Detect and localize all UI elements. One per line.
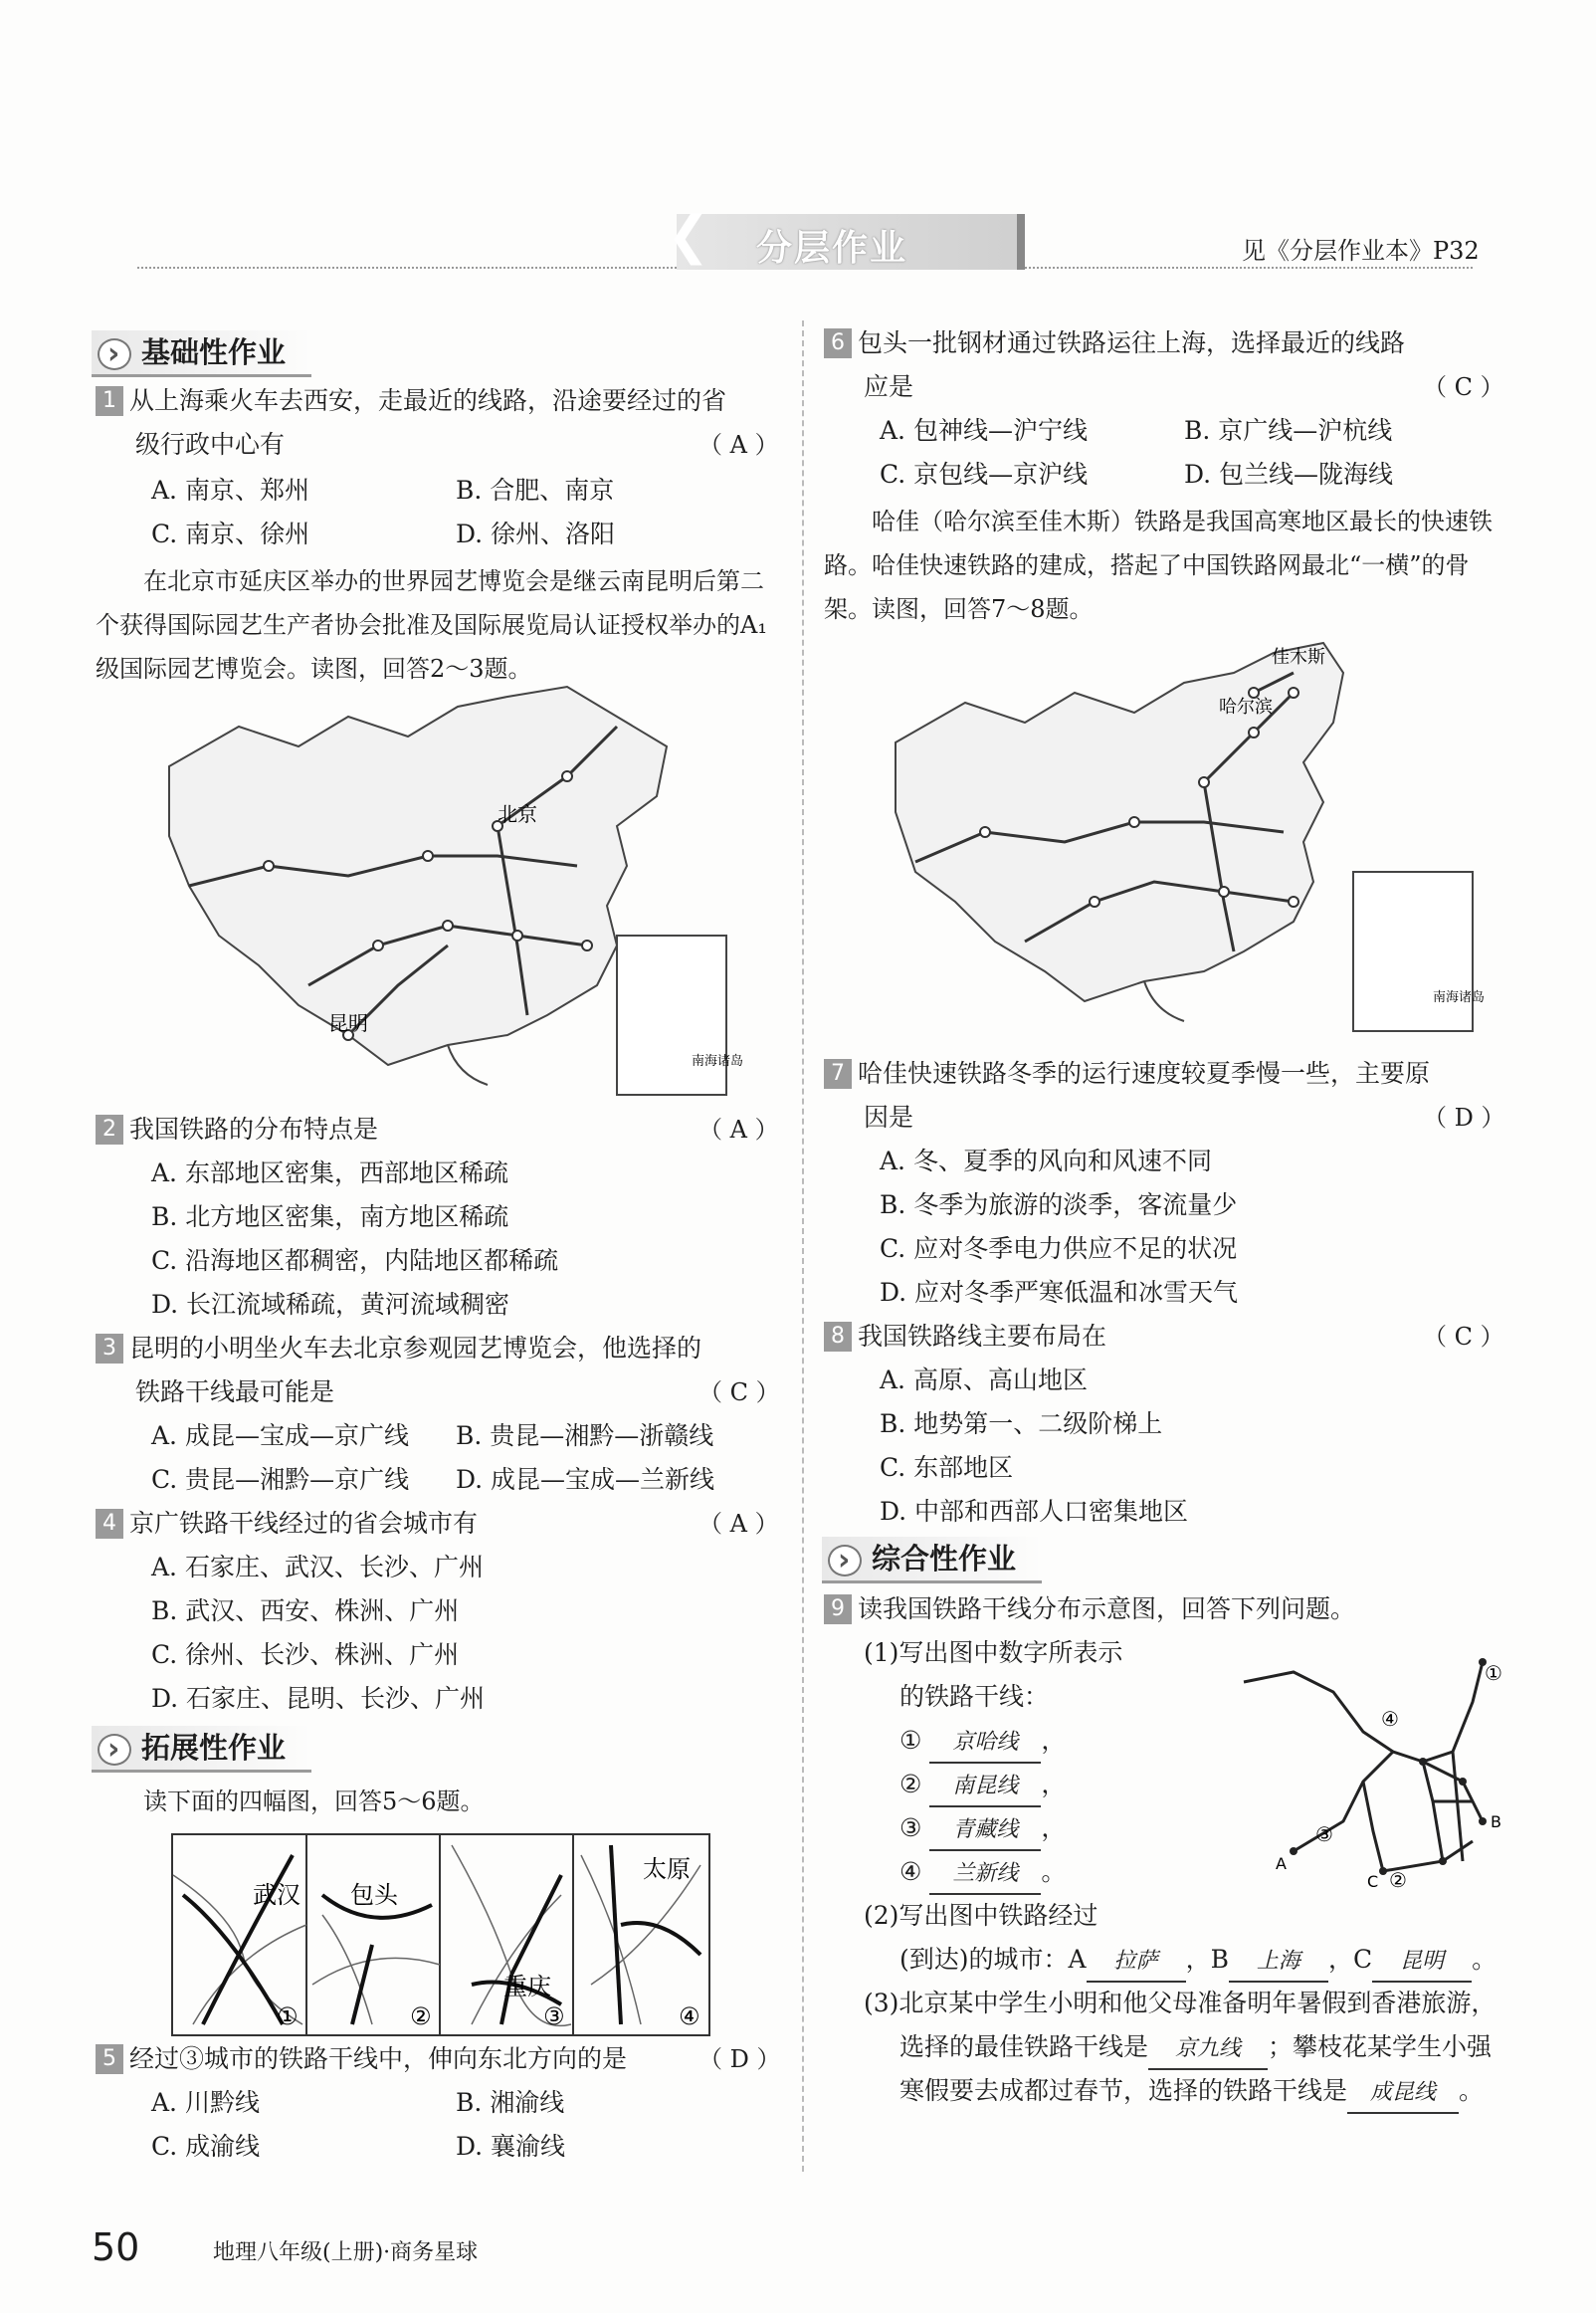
q8-option-c: C. 东部地区 (880, 1453, 1014, 1482)
q1-option-c: C. 南京、徐州 (151, 520, 310, 548)
q9-part3-line1: (3)北京某中学生小明和他父母准备明年暑假到香港旅游， (864, 1989, 1496, 2017)
column-divider (802, 320, 804, 2172)
q9-answer-3: 青藏线 (929, 1811, 1041, 1851)
diagram-label-4: ④ (1381, 1707, 1399, 1731)
q9-part3-line3: 寒假要去成都过春节，选择的铁路干线是 成昆线 。 (899, 2072, 1484, 2114)
q5-stem: 5 经过③城市的铁路干线中，伸向东北方向的是 (96, 2040, 627, 2078)
q9-item-1: ① 京哈线 ， (899, 1722, 1066, 1764)
map2-label-harbin: 哈尔滨 (1219, 697, 1273, 718)
q4-option-c: C. 徐州、长沙、株洲、广州 (151, 1640, 460, 1669)
q8-answer: （ C ） (1423, 1323, 1504, 1351)
q3-number: 3 (96, 1334, 123, 1364)
diagram-label-b: B (1491, 1812, 1501, 1831)
q1-stem: 1 从上海乘火车去西安，走最近的线路，沿途要经过的省 (96, 382, 726, 420)
q3-option-b: B. 贵昆—湘黔—浙赣线 (456, 1421, 714, 1450)
q6-stem: 6 包头一批钢材通过铁路运往上海，选择最近的线路 (824, 324, 1405, 362)
q7-option-a: A. 冬、夏季的风向和风速不同 (880, 1147, 1212, 1175)
map-num-4: ④ (679, 2002, 700, 2030)
q9-part2-line1: (2)写出图中铁路经过 (864, 1901, 1098, 1930)
q4-option-a: A. 石家庄、武汉、长沙、广州 (151, 1553, 484, 1581)
banner-bar (1017, 214, 1025, 270)
section-basic: › 基础性作业 (92, 330, 311, 377)
q5-option-b: B. 湘渝线 (456, 2088, 565, 2117)
q1-answer: （ A ） (698, 431, 779, 459)
railway-trunk-diagram (1234, 1642, 1512, 1891)
q9-part1-line2: 的铁路干线： (899, 1682, 1050, 1711)
q9-answer-4: 兰新线 (929, 1855, 1041, 1895)
q9-city-b: 上海 (1229, 1943, 1328, 1983)
q1-option-b: B. 合肥、南京 (456, 476, 615, 505)
section-arrow-icon (828, 1545, 862, 1577)
q2-answer: （ A ） (698, 1116, 779, 1144)
map-num-1: ① (277, 2002, 299, 2030)
diagram-label-1: ① (1485, 1661, 1502, 1685)
q9-stem: 9 读我国铁路干线分布示意图，回答下列问题。 (824, 1590, 1355, 1628)
q2-stem: 2 我国铁路的分布特点是 (96, 1111, 378, 1149)
q8-stem: 8 我国铁路线主要布局在 (824, 1318, 1106, 1356)
q6-option-c: C. 京包线—京沪线 (880, 460, 1089, 489)
q6-option-b: B. 京广线—沪杭线 (1184, 416, 1393, 445)
q7-stem: 7 哈佳快速铁路冬季的运行速度较夏季慢一些，主要原 (824, 1055, 1430, 1093)
q3-stem-line2: 铁路干线最可能是 (135, 1377, 335, 1406)
q9-part3-line2: 选择的最佳铁路干线是 京九线 ；攀枝花某学生小强 (899, 2028, 1492, 2070)
q3-stem: 3 昆明的小明坐火车去北京参观园艺博览会，他选择的 (96, 1330, 701, 1367)
diagram-label-a: A (1276, 1854, 1287, 1873)
diagram-label-3: ③ (1315, 1822, 1333, 1846)
section-extended: › 拓展性作业 (92, 1726, 311, 1773)
diagram-label-2: ② (1389, 1868, 1407, 1892)
q3-option-a: A. 成昆—宝成—京广线 (151, 1421, 409, 1450)
header-reference: 见《分层作业本》P32 (1242, 237, 1480, 265)
q3-option-c: C. 贵昆—湘黔—京广线 (151, 1465, 410, 1494)
map-label-taiyuan: 太原 (643, 1855, 691, 1883)
q4-number: 4 (96, 1509, 123, 1539)
q9-answer-2: 南昆线 (929, 1768, 1041, 1807)
q7-stem-line2: 因是 (864, 1103, 914, 1132)
q4-stem: 4 京广铁路干线经过的省会城市有 (96, 1505, 478, 1543)
q5-answer: （ D ） (698, 2045, 781, 2073)
q9-item-4: ④ 兰新线 。 (899, 1853, 1066, 1895)
china-railway-map-2 (876, 633, 1493, 1041)
map-label-wuhan: 武汉 (253, 1881, 300, 1909)
q7-number: 7 (824, 1059, 852, 1089)
south-sea-inset-2 (1353, 872, 1473, 1031)
q8-number: 8 (824, 1322, 852, 1352)
q5-option-c: C. 成渝线 (151, 2132, 261, 2161)
q7-option-b: B. 冬季为旅游的淡季，客流量少 (880, 1190, 1238, 1219)
q8-option-b: B. 地势第一、二级阶梯上 (880, 1409, 1163, 1438)
map2-label-jiamusi: 佳木斯 (1272, 647, 1325, 668)
q1-number: 1 (96, 386, 123, 416)
q5-option-d: D. 襄渝线 (456, 2132, 566, 2161)
section-arrow-icon (98, 1734, 131, 1766)
q2-option-a: A. 东部地区密集，西部地区稀疏 (151, 1158, 508, 1187)
q9-part2-line2: (到达)的城市：A 拉萨 ，B 上海 ，C 昆明 。 (899, 1941, 1496, 1983)
q7-option-c: C. 应对冬季电力供应不足的状况 (880, 1234, 1238, 1263)
header-banner (667, 206, 1025, 270)
section-comprehensive: › 综合性作业 (822, 1537, 1042, 1583)
q3-option-d: D. 成昆—宝成—兰新线 (456, 1465, 715, 1494)
q7-option-d: D. 应对冬季严寒低温和冰雪天气 (880, 1278, 1239, 1307)
passage-expo: 在北京市延庆区举办的世界园艺博览会是继云南昆明后第二个获得国际园艺生产者协会批准及国际展览局认证授权举办的A₁级国际园艺博览会。读图，回答2～3题。 (96, 567, 767, 683)
q2-option-b: B. 北方地区密集，南方地区稀疏 (151, 1202, 509, 1231)
page-number: 50 (92, 2225, 140, 2269)
map-num-3: ③ (543, 2002, 565, 2030)
map-label-baotou: 包头 (350, 1881, 398, 1909)
q9-number: 9 (824, 1594, 852, 1624)
q4-answer: （ A ） (698, 1510, 779, 1538)
q6-option-a: A. 包神线—沪宁线 (880, 416, 1088, 445)
q6-option-d: D. 包兰线—陇海线 (1184, 460, 1394, 489)
q2-option-d: D. 长江流域稀疏，黄河流域稠密 (151, 1290, 510, 1319)
q9-city-a: 拉萨 (1087, 1943, 1186, 1983)
q2-option-c: C. 沿海地区都稠密，内陆地区都稀疏 (151, 1246, 559, 1275)
q9-answer-1: 京哈线 (929, 1724, 1041, 1764)
book-title: 地理八年级(上册)·商务星球 (213, 2240, 479, 2265)
map1-label-kunming: 昆明 (328, 1011, 368, 1035)
q5-option-a: A. 川黔线 (151, 2088, 260, 2117)
q1-stem-line2: 级行政中心有 (135, 430, 286, 459)
q6-answer: （ C ） (1423, 373, 1504, 401)
q3-answer: （ C ） (698, 1378, 780, 1406)
q9-route-chengdu: 成昆线 (1347, 2074, 1459, 2114)
map1-inset-label: 南海诸岛 (692, 1054, 744, 1069)
q9-city-c: 昆明 (1372, 1943, 1472, 1983)
q4-option-b: B. 武汉、西安、株洲、广州 (151, 1596, 460, 1625)
q9-route-hk: 京九线 (1148, 2030, 1268, 2070)
q6-stem-line2: 应是 (864, 372, 914, 401)
q5-number: 5 (96, 2044, 123, 2074)
q2-number: 2 (96, 1115, 123, 1145)
section-arrow-icon (98, 338, 131, 370)
passage-haja: 哈佳（哈尔滨至佳木斯）铁路是我国高寒地区最长的快速铁路。哈佳快速铁路的建成，搭起了中国铁路网最北“一横”的骨架。读图，回答7～8题。 (824, 508, 1493, 623)
china-railway-map-1 (149, 687, 744, 1105)
q9-item-3: ③ 青藏线 ， (899, 1809, 1066, 1851)
q1-option-d: D. 徐州、洛阳 (456, 520, 616, 548)
q9-item-2: ② 南昆线 ， (899, 1766, 1066, 1807)
diagram-label-c: C (1367, 1872, 1379, 1891)
q4-option-d: D. 石家庄、昆明、长沙、广州 (151, 1684, 486, 1713)
q8-option-d: D. 中部和西部人口密集地区 (880, 1497, 1189, 1526)
south-sea-inset (617, 936, 726, 1095)
map-label-chongqing: 重庆 (503, 1973, 551, 2000)
q7-answer: （ D ） (1423, 1104, 1505, 1132)
q1-option-a: A. 南京、郑州 (151, 476, 309, 505)
map-num-2: ② (410, 2002, 432, 2030)
map1-label-beijing: 北京 (498, 802, 537, 826)
q6-number: 6 (824, 328, 852, 358)
q8-option-a: A. 高原、高山地区 (880, 1366, 1088, 1394)
four-city-maps (171, 1833, 710, 2036)
banner-title: 分层作业 (756, 228, 908, 269)
q9-part1-line1: (1)写出图中数字所表示 (864, 1638, 1123, 1667)
passage-four-maps: 读下面的四幅图，回答5～6题。 (143, 1787, 485, 1815)
map2-inset-label: 南海诸岛 (1433, 990, 1486, 1005)
banner-arrow-icon: ❮ (667, 206, 710, 266)
